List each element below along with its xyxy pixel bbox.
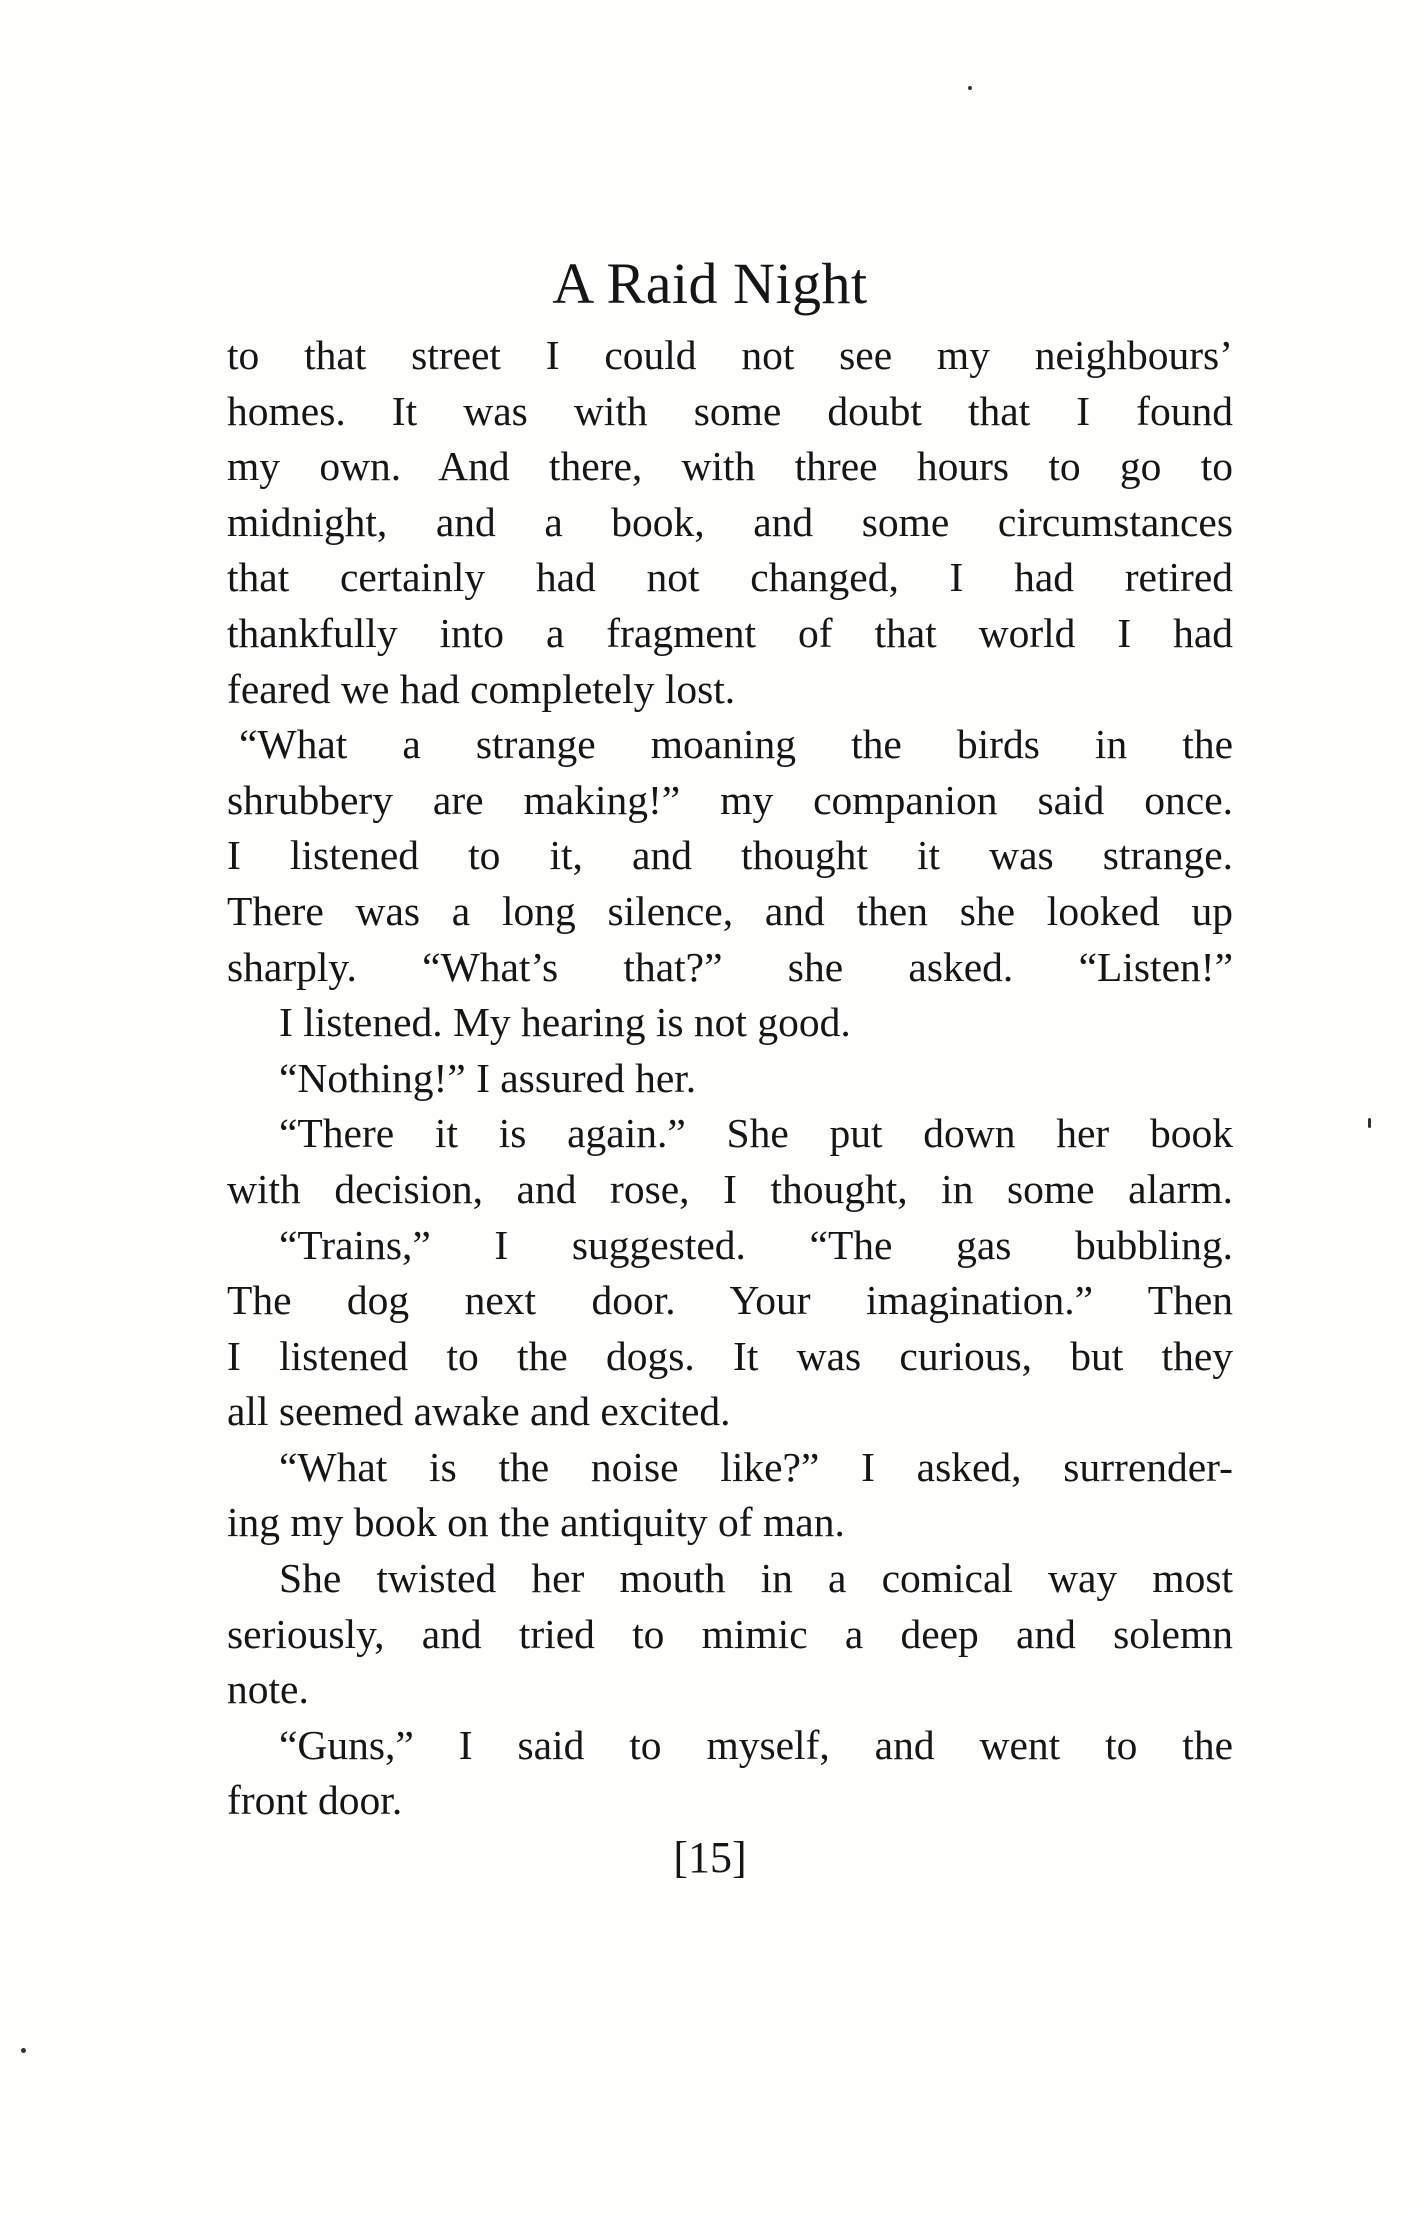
text-line: “What a strange moaning the birds in the <box>239 721 1233 768</box>
text-line: She twisted her mouth in a comical way most <box>279 1555 1233 1602</box>
text-line: feared we had completely lost. <box>227 665 736 712</box>
text-line: shrubbery are making!” my companion said once. <box>227 776 1233 823</box>
paragraph <box>227 1218 1233 1440</box>
paragraph <box>227 995 1233 1051</box>
text-line: “Nothing!” I assured her. <box>279 1054 697 1101</box>
paragraph <box>227 717 1233 995</box>
text-line: “What is the noise like?” I asked, surrender- <box>279 1443 1233 1490</box>
text-line: sharply. “What’s that?” she asked. “Listen!” <box>227 943 1233 990</box>
text-line: note. <box>227 1666 309 1713</box>
text-line: “Guns,” I said to myself, and went to the <box>279 1721 1233 1768</box>
text-line: midnight, and a book, and some circumstances <box>227 498 1233 545</box>
text-line: There was a long silence, and then she looked up <box>227 887 1233 934</box>
text-line: that certainly had not changed, I had retired <box>227 554 1233 601</box>
text-line: all seemed awake and excited. <box>227 1388 731 1435</box>
text-line: I listened to it, and thought it was strange. <box>227 832 1233 879</box>
body-text <box>227 328 1233 1829</box>
paper-speck <box>1368 1118 1371 1128</box>
text-line: front door. <box>227 1777 403 1824</box>
text-line: I listened to the dogs. It was curious, but they <box>227 1332 1233 1379</box>
paragraph <box>227 1440 1233 1551</box>
text-line: seriously, and tried to mimic a deep and solemn <box>227 1610 1233 1657</box>
paragraph <box>227 328 1233 717</box>
text-line: thankfully into a fragment of that world I had <box>227 609 1233 656</box>
paragraph <box>227 1551 1233 1718</box>
paper-speck <box>21 2048 26 2053</box>
page-number: [15] <box>673 1833 747 1882</box>
paragraph <box>227 1718 1233 1829</box>
text-line: homes. It was with some doubt that I found <box>227 387 1233 434</box>
text-line: “Trains,” I suggested. “The gas bubbling. <box>279 1221 1233 1268</box>
running-title: A Raid Night <box>552 251 868 316</box>
paragraph <box>227 1106 1233 1217</box>
text-line: The dog next door. Your imagination.” Then <box>227 1277 1233 1324</box>
text-line: my own. And there, with three hours to go to <box>227 443 1233 490</box>
paper-speck <box>968 86 972 90</box>
text-line: I listened. My hearing is not good. <box>279 999 851 1046</box>
text-line: with decision, and rose, I thought, in some alarm. <box>227 1165 1233 1212</box>
text-line: “There it is again.” She put down her book <box>279 1110 1233 1157</box>
text-line: to that street I could not see my neighbours’ <box>227 332 1233 378</box>
paragraph <box>227 1051 1233 1107</box>
text-line: ing my book on the antiquity of man. <box>227 1499 845 1546</box>
